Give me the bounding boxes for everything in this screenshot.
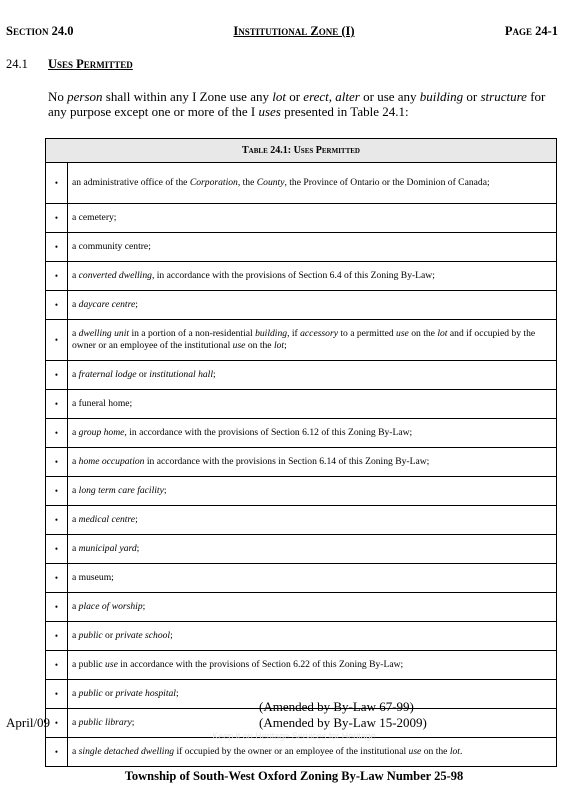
table-row [46, 204, 557, 233]
defined-term: daycare centre [78, 299, 136, 310]
text-run: in accordance with the provisions of Section 6.22 of this Zoning By-Law; [117, 659, 404, 670]
table-row [46, 291, 557, 320]
bullet-icon: • [46, 477, 68, 506]
text-run: No [48, 89, 68, 104]
text-run: a cemetery; [72, 212, 117, 223]
bullet-icon: • [46, 204, 68, 233]
defined-term: building [255, 328, 288, 339]
document-footer: Township of South-West Oxford Zoning By-Law Number 25-98 [124, 769, 464, 783]
text-run: a [72, 270, 79, 281]
text-run: , if [287, 328, 301, 339]
defined-term: place of worship [78, 601, 143, 612]
text-run: ; [284, 340, 287, 351]
text-run: , the [237, 177, 257, 188]
table-row [46, 477, 557, 506]
defined-term: Corporation [189, 177, 238, 188]
text-run: or [102, 630, 116, 641]
text-run: a [72, 746, 79, 757]
table-row [46, 622, 557, 651]
defined-term: use [408, 746, 422, 757]
table-row [46, 593, 557, 622]
section-header-label: Section 24.0 [6, 24, 74, 38]
bullet-icon: • [46, 291, 68, 320]
table-body [46, 163, 557, 767]
text-run: ; [135, 299, 138, 310]
bullet-icon: • [46, 506, 68, 535]
table-row [46, 419, 557, 448]
defined-term: group home [78, 427, 125, 438]
text-run: a [72, 543, 79, 554]
permitted-use [68, 593, 557, 622]
bullet-icon: • [46, 680, 68, 709]
permitted-use [68, 262, 557, 291]
text-run: ; [170, 630, 173, 641]
permitted-use [68, 477, 557, 506]
table-row [46, 163, 557, 204]
defined-term: County [256, 177, 285, 188]
permitted-use [68, 390, 557, 419]
defined-term: use [105, 659, 118, 670]
bullet-icon: • [46, 709, 68, 738]
bullet-icon: • [46, 448, 68, 477]
bullet-icon: • [46, 262, 68, 291]
defined-term: uses [258, 104, 281, 119]
text-run: or [136, 369, 150, 380]
defined-term: person [67, 89, 103, 104]
defined-term: use [396, 328, 409, 339]
bullet-icon: • [46, 390, 68, 419]
text-run: ; [213, 369, 216, 380]
permitted-use [68, 564, 557, 593]
defined-term: medical centre [78, 514, 136, 525]
text-run: ; [163, 485, 167, 496]
table-row [46, 262, 557, 291]
amendment-note: (Amended by By-Law 15-2009) [259, 715, 427, 730]
text-run: a [72, 456, 79, 467]
permitted-use [68, 419, 557, 448]
text-run: a [72, 601, 79, 612]
text-run: ; [175, 688, 179, 699]
permitted-use [68, 651, 557, 680]
text-run: presented in Table 24.1: [280, 104, 409, 119]
text-run: a [72, 299, 79, 310]
table-row [46, 320, 557, 361]
permitted-use [68, 448, 557, 477]
permitted-use [68, 291, 557, 320]
defined-term: institutional hall [149, 369, 213, 380]
permitted-use [68, 535, 557, 564]
text-run: . [459, 746, 463, 757]
defined-term: single detached dwelling [78, 746, 175, 757]
text-run: ; [136, 543, 140, 554]
defined-term: public [78, 630, 103, 641]
text-run: or [285, 89, 304, 104]
defined-term: building [419, 89, 464, 104]
defined-term: lot [437, 328, 448, 339]
bullet-icon: • [46, 163, 68, 204]
defined-term: lot [272, 89, 286, 104]
bullet-icon: • [46, 535, 68, 564]
defined-term: long term care facility [78, 485, 164, 496]
table-row [46, 738, 557, 767]
text-run: , in accordance with the provisions of Section 6.4 of this Zoning By-Law; [151, 270, 435, 281]
table-header-row [46, 139, 557, 163]
defined-term: lot [273, 340, 285, 351]
section-number: 24.1 [6, 57, 28, 71]
defined-term: converted dwelling [78, 270, 152, 281]
text-run: a [72, 485, 79, 496]
table-title: Table 24.1: Uses Permitted [46, 139, 557, 163]
text-run: on the [408, 328, 438, 339]
bullet-icon: • [46, 320, 68, 361]
permitted-use [68, 738, 557, 767]
table-row [46, 390, 557, 419]
text-run: ; [142, 601, 146, 612]
text-run: , the Province of Ontario or the Dominion of Canada; [284, 177, 490, 188]
revision-date: April/09 [6, 715, 51, 730]
text-run: a museum; [72, 572, 114, 583]
text-run: ; [131, 717, 135, 728]
bullet-icon: • [46, 738, 68, 767]
text-run: in accordance with the provisions in Section 6.14 of this Zoning By-Law; [144, 456, 430, 467]
table-row [46, 448, 557, 477]
amendment-note: (Amended by By-Law 67-99) [259, 699, 414, 714]
defined-term: private hospital [115, 688, 176, 699]
permitted-use [68, 361, 557, 390]
permitted-use [68, 506, 557, 535]
table-row [46, 651, 557, 680]
table-row [46, 361, 557, 390]
text-run: a [72, 328, 79, 339]
bullet-icon: • [46, 233, 68, 262]
text-run: on the [421, 746, 450, 757]
text-run: a public [72, 659, 106, 670]
defined-term: lot [449, 746, 460, 757]
text-run: a [72, 369, 79, 380]
table-row [46, 535, 557, 564]
text-run: shall within any I Zone use any [102, 89, 273, 104]
watermark: Keep it on Heritage Services for Heritage [212, 731, 376, 741]
text-run: to a permitted [337, 328, 397, 339]
section-title: Uses Permitted [48, 57, 133, 71]
permitted-use [68, 233, 557, 262]
text-run: a [72, 514, 79, 525]
text-run: in a portion of a non-residential [129, 328, 256, 339]
text-run: or use any [359, 89, 420, 104]
defined-term: private school [115, 630, 171, 641]
bullet-icon: • [46, 419, 68, 448]
permitted-use [68, 163, 557, 204]
permitted-use [68, 622, 557, 651]
defined-term: municipal yard [78, 543, 137, 554]
text-run: a funeral home; [72, 398, 133, 409]
defined-term: public library [78, 717, 132, 728]
bullet-icon: • [46, 564, 68, 593]
defined-term: public [78, 688, 103, 699]
defined-term: dwelling unit [78, 328, 130, 339]
defined-term: use [232, 340, 246, 351]
bullet-icon: • [46, 622, 68, 651]
zone-title-header: Institutional Zone (I) [233, 24, 355, 38]
text-run: for any purpose except one or more of the I [48, 89, 546, 119]
bullet-icon: • [46, 651, 68, 680]
text-run: a [72, 630, 79, 641]
bullet-icon: • [46, 593, 68, 622]
text-run: a [72, 427, 79, 438]
text-run: , in accordance with the provisions of Section 6.12 of this Zoning By-Law; [124, 427, 413, 438]
defined-term: accessory [300, 328, 338, 339]
permitted-use [68, 320, 557, 361]
text-run: a [72, 688, 79, 699]
page-number: Page 24-1 [504, 24, 558, 38]
permitted-use [68, 204, 557, 233]
table-row [46, 506, 557, 535]
text-run: and if occupied by the owner or an employee of the institutional [72, 328, 536, 351]
defined-term: erect, alter [303, 89, 360, 104]
intro-paragraph [48, 89, 563, 119]
table-row [46, 233, 557, 262]
defined-term: home occupation [78, 456, 145, 467]
uses-permitted-table [45, 138, 557, 767]
text-run: if occupied by the owner or an employee of the institutional [174, 746, 409, 757]
text-run: on the [245, 340, 274, 351]
text-run: or [102, 688, 116, 699]
text-run: an administrative office of the [72, 177, 190, 188]
bullet-icon: • [46, 361, 68, 390]
table-row [46, 564, 557, 593]
text-run: a [72, 717, 79, 728]
text-run: a community centre; [72, 241, 151, 252]
defined-term: fraternal lodge [78, 369, 137, 380]
text-run: ; [135, 514, 138, 525]
text-run: or [463, 89, 481, 104]
defined-term: structure [480, 89, 527, 104]
